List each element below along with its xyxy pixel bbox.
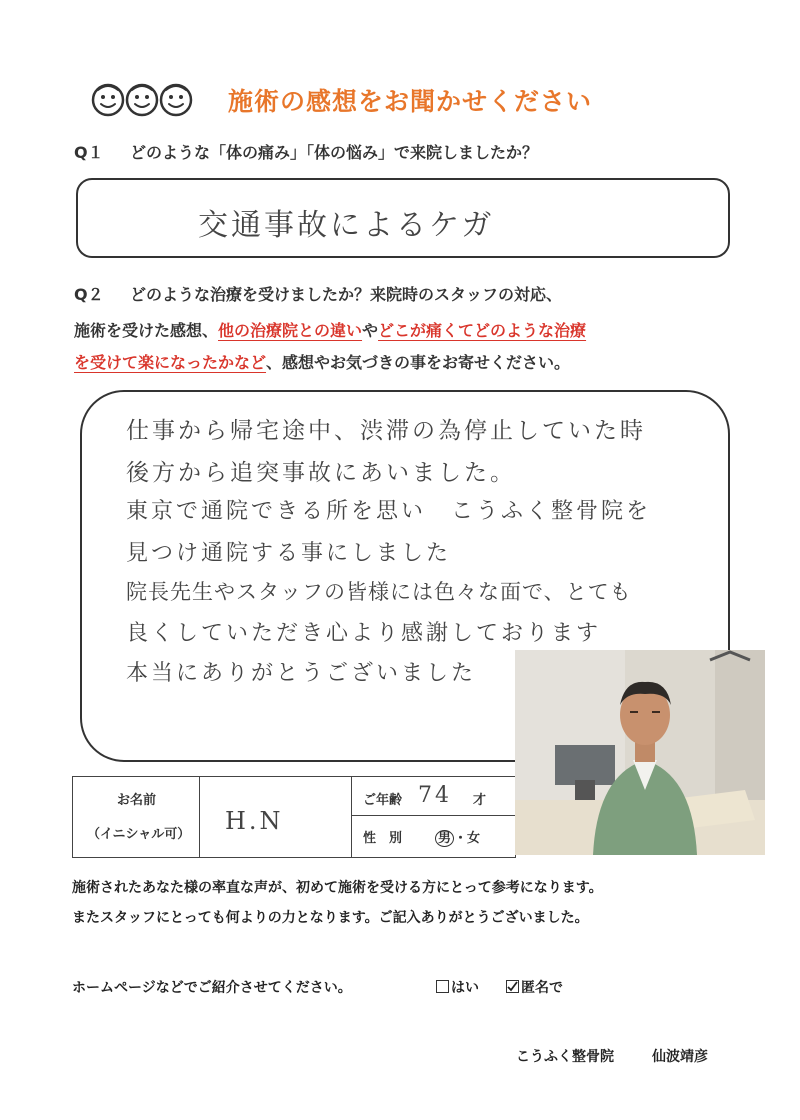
q2-answer-line: 後方から追突事故にあいました。 — [126, 460, 516, 486]
age-value: 74 — [418, 783, 452, 808]
q1-answer-text: 交通事故によるケガ — [198, 208, 495, 243]
name-value: H.N — [225, 807, 284, 835]
divider — [351, 815, 515, 816]
q2-answer-line: 本当にありがとうございました — [126, 661, 477, 686]
footer-line1: 施術されたあなた様の率直な声が、初めて施術を受ける方にとって参考になります。 — [72, 880, 603, 896]
patient-photo — [515, 650, 765, 855]
q2-question-line1: どのような治療を受けましたか？来院時のスタッフの対応、 — [130, 285, 563, 304]
check-mark-icon — [507, 981, 518, 992]
q2-question-line2 — [74, 318, 586, 341]
anonymous-checkbox-checked[interactable] — [506, 980, 519, 993]
yes-checkbox[interactable] — [436, 980, 449, 993]
patient-photo-image — [515, 650, 765, 855]
q1-answer-box — [76, 178, 730, 258]
option-anonymous[interactable] — [506, 977, 563, 997]
consent-text: ホームページなどでご紹介させてください。 — [72, 980, 352, 996]
smiley-faces-icon — [88, 78, 198, 122]
q1-question: どのような「体の痛み」「体の悩み」で来院しましたか？ — [130, 143, 539, 162]
q2-answer-line: 院長先生やスタッフの皆様には色々な面で、とても — [126, 580, 632, 604]
option-anonymous-label: 匿名で — [521, 980, 563, 996]
clinic-name: こうふく整骨院 — [516, 1049, 614, 1065]
q2-label: Q２ — [74, 285, 104, 304]
doctor-name: 仙波靖彦 — [652, 1049, 708, 1065]
name-sub-label: （イニシャル可） — [87, 827, 191, 842]
gender-separator: ・ — [454, 831, 468, 846]
q2-line2-a: 施術を受けた感想、 — [74, 321, 219, 340]
name-label: お名前 — [117, 793, 157, 808]
q2-question-line3 — [74, 350, 570, 373]
q2-line3-b: 、感想やお気づきの事をお寄せください。 — [266, 353, 571, 372]
q2-answer-line: 仕事から帰宅途中、渋滞の為停止していた時 — [126, 418, 646, 444]
option-yes[interactable] — [436, 977, 479, 997]
info-table — [72, 776, 516, 858]
q2-answer-line: 良くしていただき心より感謝しております — [126, 621, 602, 646]
q2-answer-line: 見つけ通院する事にしました — [126, 541, 452, 566]
divider — [199, 777, 200, 857]
divider — [351, 777, 352, 857]
gender-label: 性 別 — [363, 831, 403, 846]
q2-line3-a: を受けて楽になったかなど — [74, 353, 267, 372]
gender-female-option: 女 — [467, 831, 481, 846]
q2-line2-c: や — [362, 321, 379, 340]
q2-line2-d: どこが痛くてどのような治療 — [378, 321, 587, 340]
header — [88, 78, 728, 122]
age-label: ご年齢 — [363, 793, 403, 808]
gender-male-option: 男 — [435, 830, 454, 847]
q2-answer-line: 東京で通院できる所を思い こうふく整骨院を — [126, 499, 652, 524]
page-title: 施術の感想をお聞かせください — [228, 87, 593, 116]
age-unit: 才 — [473, 793, 487, 808]
gender-options — [435, 827, 480, 846]
q2-line2-b: 他の治療院との違い — [218, 321, 363, 340]
q1-label: Q１ — [74, 143, 104, 162]
footer-line2: またスタッフにとっても何よりの力となります。ご記入ありがとうございました。 — [72, 910, 589, 926]
option-yes-label: はい — [451, 980, 479, 996]
